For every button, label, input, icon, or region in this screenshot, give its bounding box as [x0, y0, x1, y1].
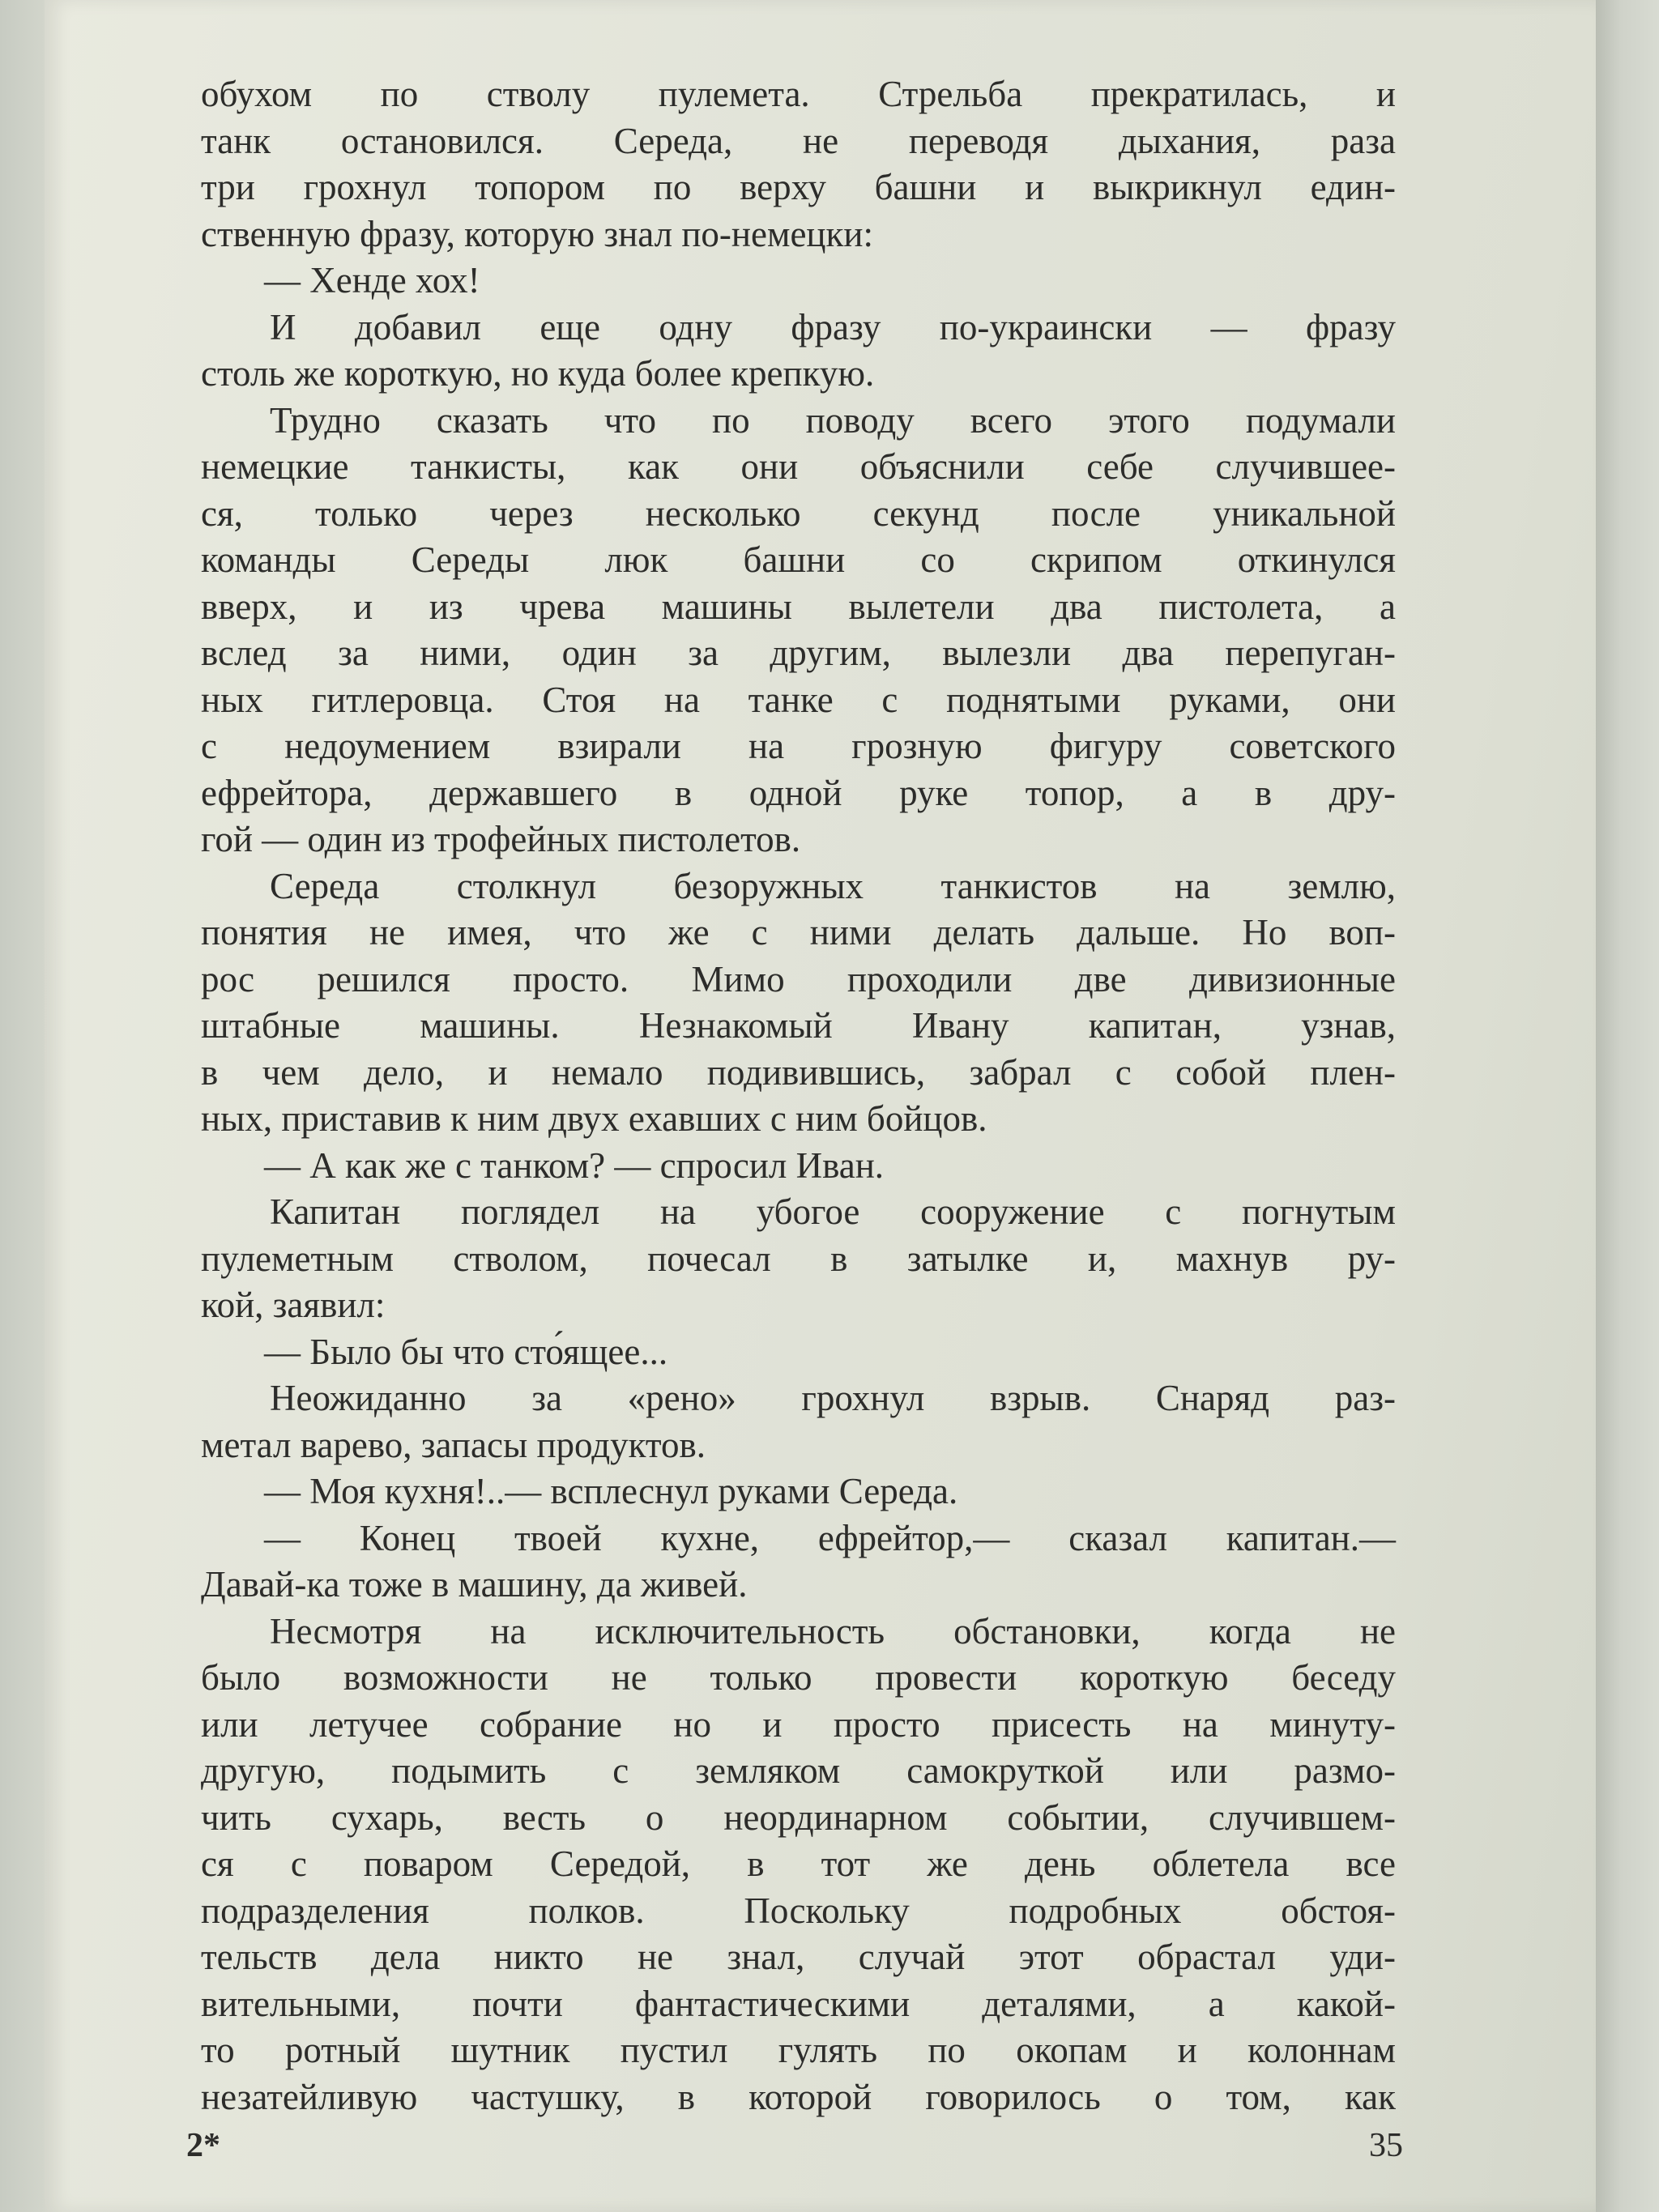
text-line: или летучее собрание но и просто присесть на минуту- — [201, 1703, 1396, 1745]
body-text — [201, 71, 1396, 2120]
page-stack-edge — [1596, 0, 1659, 2212]
text-line: в чем дело, и немало подивившись, забрал с собой плен- — [201, 1051, 1396, 1093]
text-line: Несмотря на исключительность обстановки, когда не — [270, 1610, 1396, 1652]
adjacent-page-edge — [0, 0, 45, 2212]
text-line: кой, заявил: — [201, 1285, 386, 1325]
text-line: И добавил еще одну фразу по-украински — фразу — [270, 306, 1396, 347]
text-line: с недоумением взирали на грозную фигуру советского — [201, 726, 1396, 766]
text-line: подразделения полков. Поскольку подробных обстоя- — [201, 1890, 1396, 1931]
page-number: 35 — [1369, 2127, 1403, 2164]
text-line: понятия не имея, что же с ними делать дальше. Но воп- — [201, 912, 1396, 953]
text-line: команды Середы люк башни со скрипом откинулся — [201, 539, 1396, 580]
text-line: немецкие танкисты, как они объяснили себе случившее- — [201, 446, 1396, 487]
text-line: рос решился просто. Мимо проходили две дивизионные — [201, 958, 1396, 999]
text-line: ственную фразу, которую знал по-немецки: — [201, 213, 873, 254]
text-line: ных, приставив к ним двух ехавших с ним бойцов. — [201, 1098, 987, 1139]
text-line: три грохнул топором по верху башни и выкрикнул един- — [201, 167, 1396, 207]
text-line: штабные машины. Незнакомый Ивану капитан, узнав, — [201, 1005, 1396, 1046]
text-line: Капитан поглядел на убогое сооружение с погнутым — [270, 1191, 1396, 1232]
text-line: было возможности не только провести короткую беседу — [201, 1657, 1396, 1698]
text-line: ся, только через несколько секунд после уникальной — [201, 492, 1396, 534]
text-line: обухом по стволу пулемета. Стрельба прекратилась, и — [201, 74, 1396, 114]
text-line: — Хенде хох! — [264, 260, 480, 300]
text-line: — Моя кухня!..— всплеснул руками Середа. — [264, 1471, 958, 1511]
text-line: гой — один из трофейных пистолетов. — [201, 819, 801, 859]
text-line: — А как же с танком? — спросил Иван. — [264, 1144, 885, 1186]
text-line: вверх, и из чрева машины вылетели два пистолета, а — [201, 586, 1396, 627]
text-line: ных гитлеровца. Стоя на танке с поднятыми руками, они — [201, 679, 1396, 720]
text-line: Давай-ка тоже в машину, да живей. — [201, 1564, 748, 1605]
text-line: танк остановился. Середа, не переводя дыхания, раза — [201, 120, 1396, 161]
text-line: Середа столкнул безоружных танкистов на землю, — [270, 865, 1396, 906]
text-line: то ротный шутник пустил гулять по окопам и колоннам — [201, 2030, 1396, 2070]
text-line: — Было бы что сто́ящее... — [264, 1331, 668, 1372]
text-line: вительными, почти фантастическими деталями, а какой- — [201, 1983, 1396, 2024]
text-line: Трудно сказать что по поводу всего этого подумали — [270, 399, 1396, 441]
text-line: пулеметным стволом, почесал в затылке и, махнув ру- — [201, 1238, 1396, 1279]
printer-signature-mark: 2* — [186, 2127, 220, 2164]
text-line: — Конец твоей кухне, ефрейтор,— сказал капитан.— — [264, 1517, 1396, 1558]
text-line: Неожиданно за «рено» грохнул взрыв. Снаряд раз- — [270, 1378, 1396, 1418]
text-line: вслед за ними, один за другим, вылезли два перепуган- — [201, 633, 1396, 673]
text-line: столь же короткую, но куда более крепкую. — [201, 353, 875, 394]
text-line: ся с поваром Середой, в тот же день облетела все — [201, 1843, 1396, 1884]
text-line: другую, подымить с земляком самокруткой или размо- — [201, 1750, 1396, 1791]
text-line: метал варево, запасы продуктов. — [201, 1424, 706, 1465]
text-line: тельств дела никто не знал, случай этот обрастал уди- — [201, 1937, 1396, 1977]
text-line: ефрейтора, державшего в одной руке топор, а в дру- — [201, 772, 1396, 813]
text-line: незатейливую частушку, в которой говорилось о том, как — [201, 2076, 1396, 2117]
text-line: чить сухарь, весть о неординарном событии, случившем- — [201, 1796, 1396, 1838]
